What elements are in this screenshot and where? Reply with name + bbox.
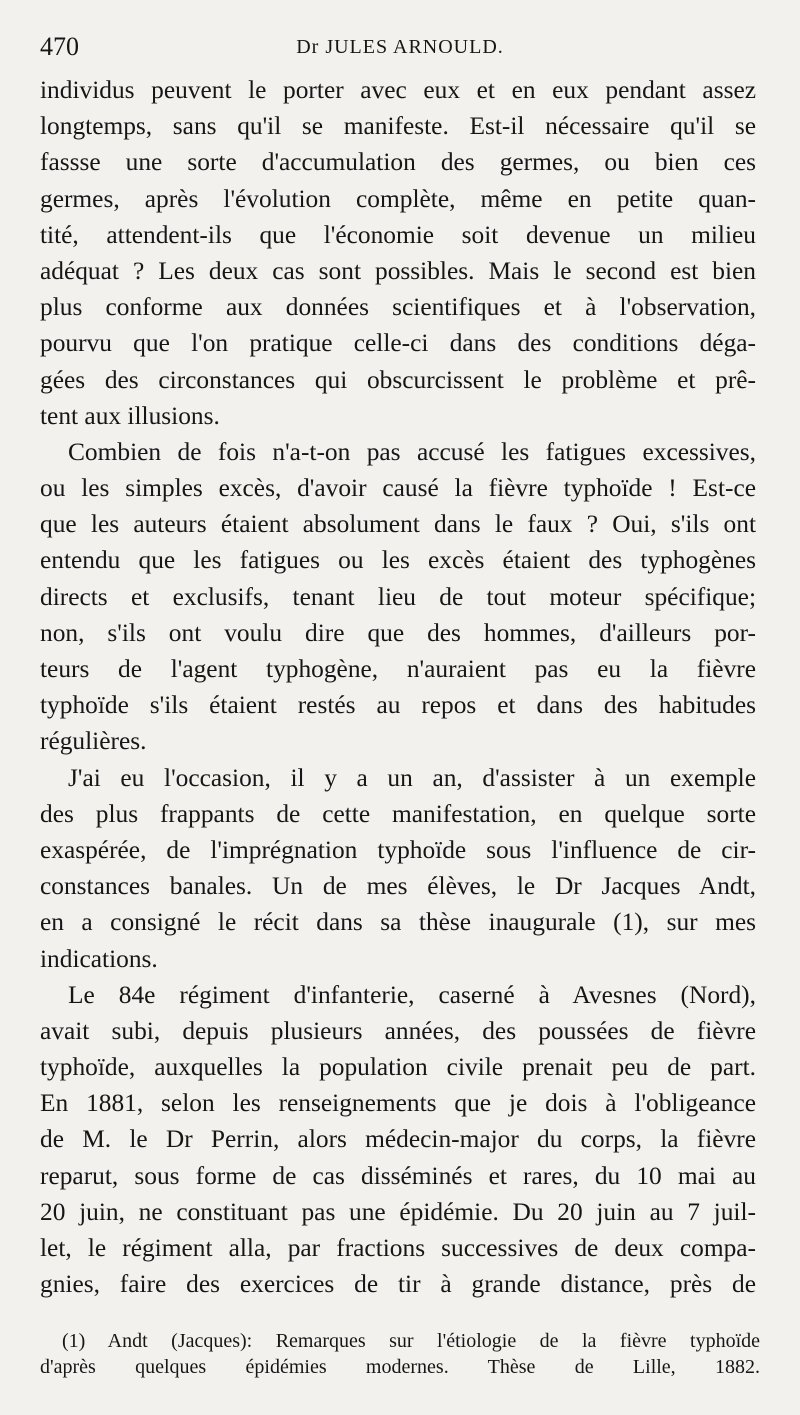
text-line: typhoïde, auxquelles la population civile prenait peu de part. — [40, 1053, 756, 1082]
text-line: individus peuvent le porter avec eux et en eux pendant assez — [40, 76, 756, 104]
text-line: que les auteurs étaient absolument dans le faux ? Oui, s'ils ont — [40, 510, 756, 539]
text-line: gées des circonstances qui obscurcissent le problème et prê- — [40, 365, 756, 394]
page-number: 470 — [40, 32, 79, 61]
text-line: en a consigné le récit dans sa thèse inaugurale (1), sur mes — [40, 908, 756, 937]
text-line: let, le régiment alla, par fractions successives de deux compa- — [40, 1234, 756, 1262]
text-line: 20 juin, ne constituant pas une épidémie. Du 20 juin au 7 juil- — [40, 1197, 756, 1226]
text-line: reparut, sous forme de cas disséminés et rares, du 10 mai au — [40, 1161, 756, 1190]
text-line: adéquat ? Les deux cas sont possibles. Mais le second est bien — [40, 256, 756, 285]
page-header — [40, 32, 760, 68]
text-line: teurs de l'agent typhogène, n'auraient pas eu la fièvre — [40, 655, 756, 683]
text-line: tent aux illusions. — [40, 401, 220, 430]
footnote-line: (1) Andt (Jacques): Remarques sur l'étiologie de la fièvre typhoïde — [62, 1330, 760, 1352]
text-line: plus conforme aux données scientifiques et à l'observation, — [40, 293, 756, 322]
footnote-line: d'après quelques épidémies modernes. Thèse de Lille, 1882. — [40, 1356, 760, 1378]
text-line: fassse une sorte d'accumulation des germes, ou bien ces — [40, 148, 756, 177]
text-line: germes, après l'évolution complète, même en petite quan- — [40, 184, 756, 213]
text-line: entendu que les fatigues ou les excès étaient des typhogènes — [40, 546, 756, 575]
text-line: non, s'ils ont voulu dire que des hommes, d'ailleurs por- — [40, 618, 756, 647]
text-line: gnies, faire des exercices de tir à grande distance, près de — [40, 1270, 756, 1299]
text-line: Combien de fois n'a-t-on pas accusé les fatigues excessives, — [68, 437, 756, 466]
text-line: des plus frappants de cette manifestation, en quelque sorte — [40, 799, 756, 828]
text-line: indications. — [40, 944, 158, 973]
text-line: ou les simples excès, d'avoir causé la fièvre typhoïde ! Est-ce — [40, 474, 756, 503]
running-head: Dr JULES ARNOULD. — [296, 36, 504, 58]
text-line: pourvu que l'on pratique celle-ci dans des conditions déga- — [40, 329, 756, 358]
text-line: avait subi, depuis plusieurs années, des poussées de fièvre — [40, 1016, 756, 1045]
text-line: de M. le Dr Perrin, alors médecin-major du corps, la fièvre — [40, 1125, 756, 1154]
text-line: tité, attendent-ils que l'économie soit devenue un milieu — [40, 220, 756, 249]
text-line: exaspérée, de l'imprégnation typhoïde sous l'influence de cir- — [40, 835, 756, 864]
text-line: directs et exclusifs, tenant lieu de tout moteur spécifique; — [40, 582, 756, 611]
text-line: constances banales. Un de mes élèves, le Dr Jacques Andt, — [40, 872, 756, 901]
body-text — [40, 72, 756, 1302]
footnote — [40, 1328, 760, 1380]
text-line: J'ai eu l'occasion, il y a un an, d'assister à un exemple — [68, 763, 756, 792]
text-line: Le 84e régiment d'infanterie, caserné à Avesnes (Nord), — [68, 980, 756, 1009]
text-line: typhoïde s'ils étaient restés au repos et dans des habitudes — [40, 691, 756, 720]
text-line: régulières. — [40, 727, 147, 756]
text-line: En 1881, selon les renseignements que je dois à l'obligeance — [40, 1089, 756, 1118]
text-line: longtemps, sans qu'il se manifeste. Est-il nécessaire qu'il se — [40, 112, 756, 141]
